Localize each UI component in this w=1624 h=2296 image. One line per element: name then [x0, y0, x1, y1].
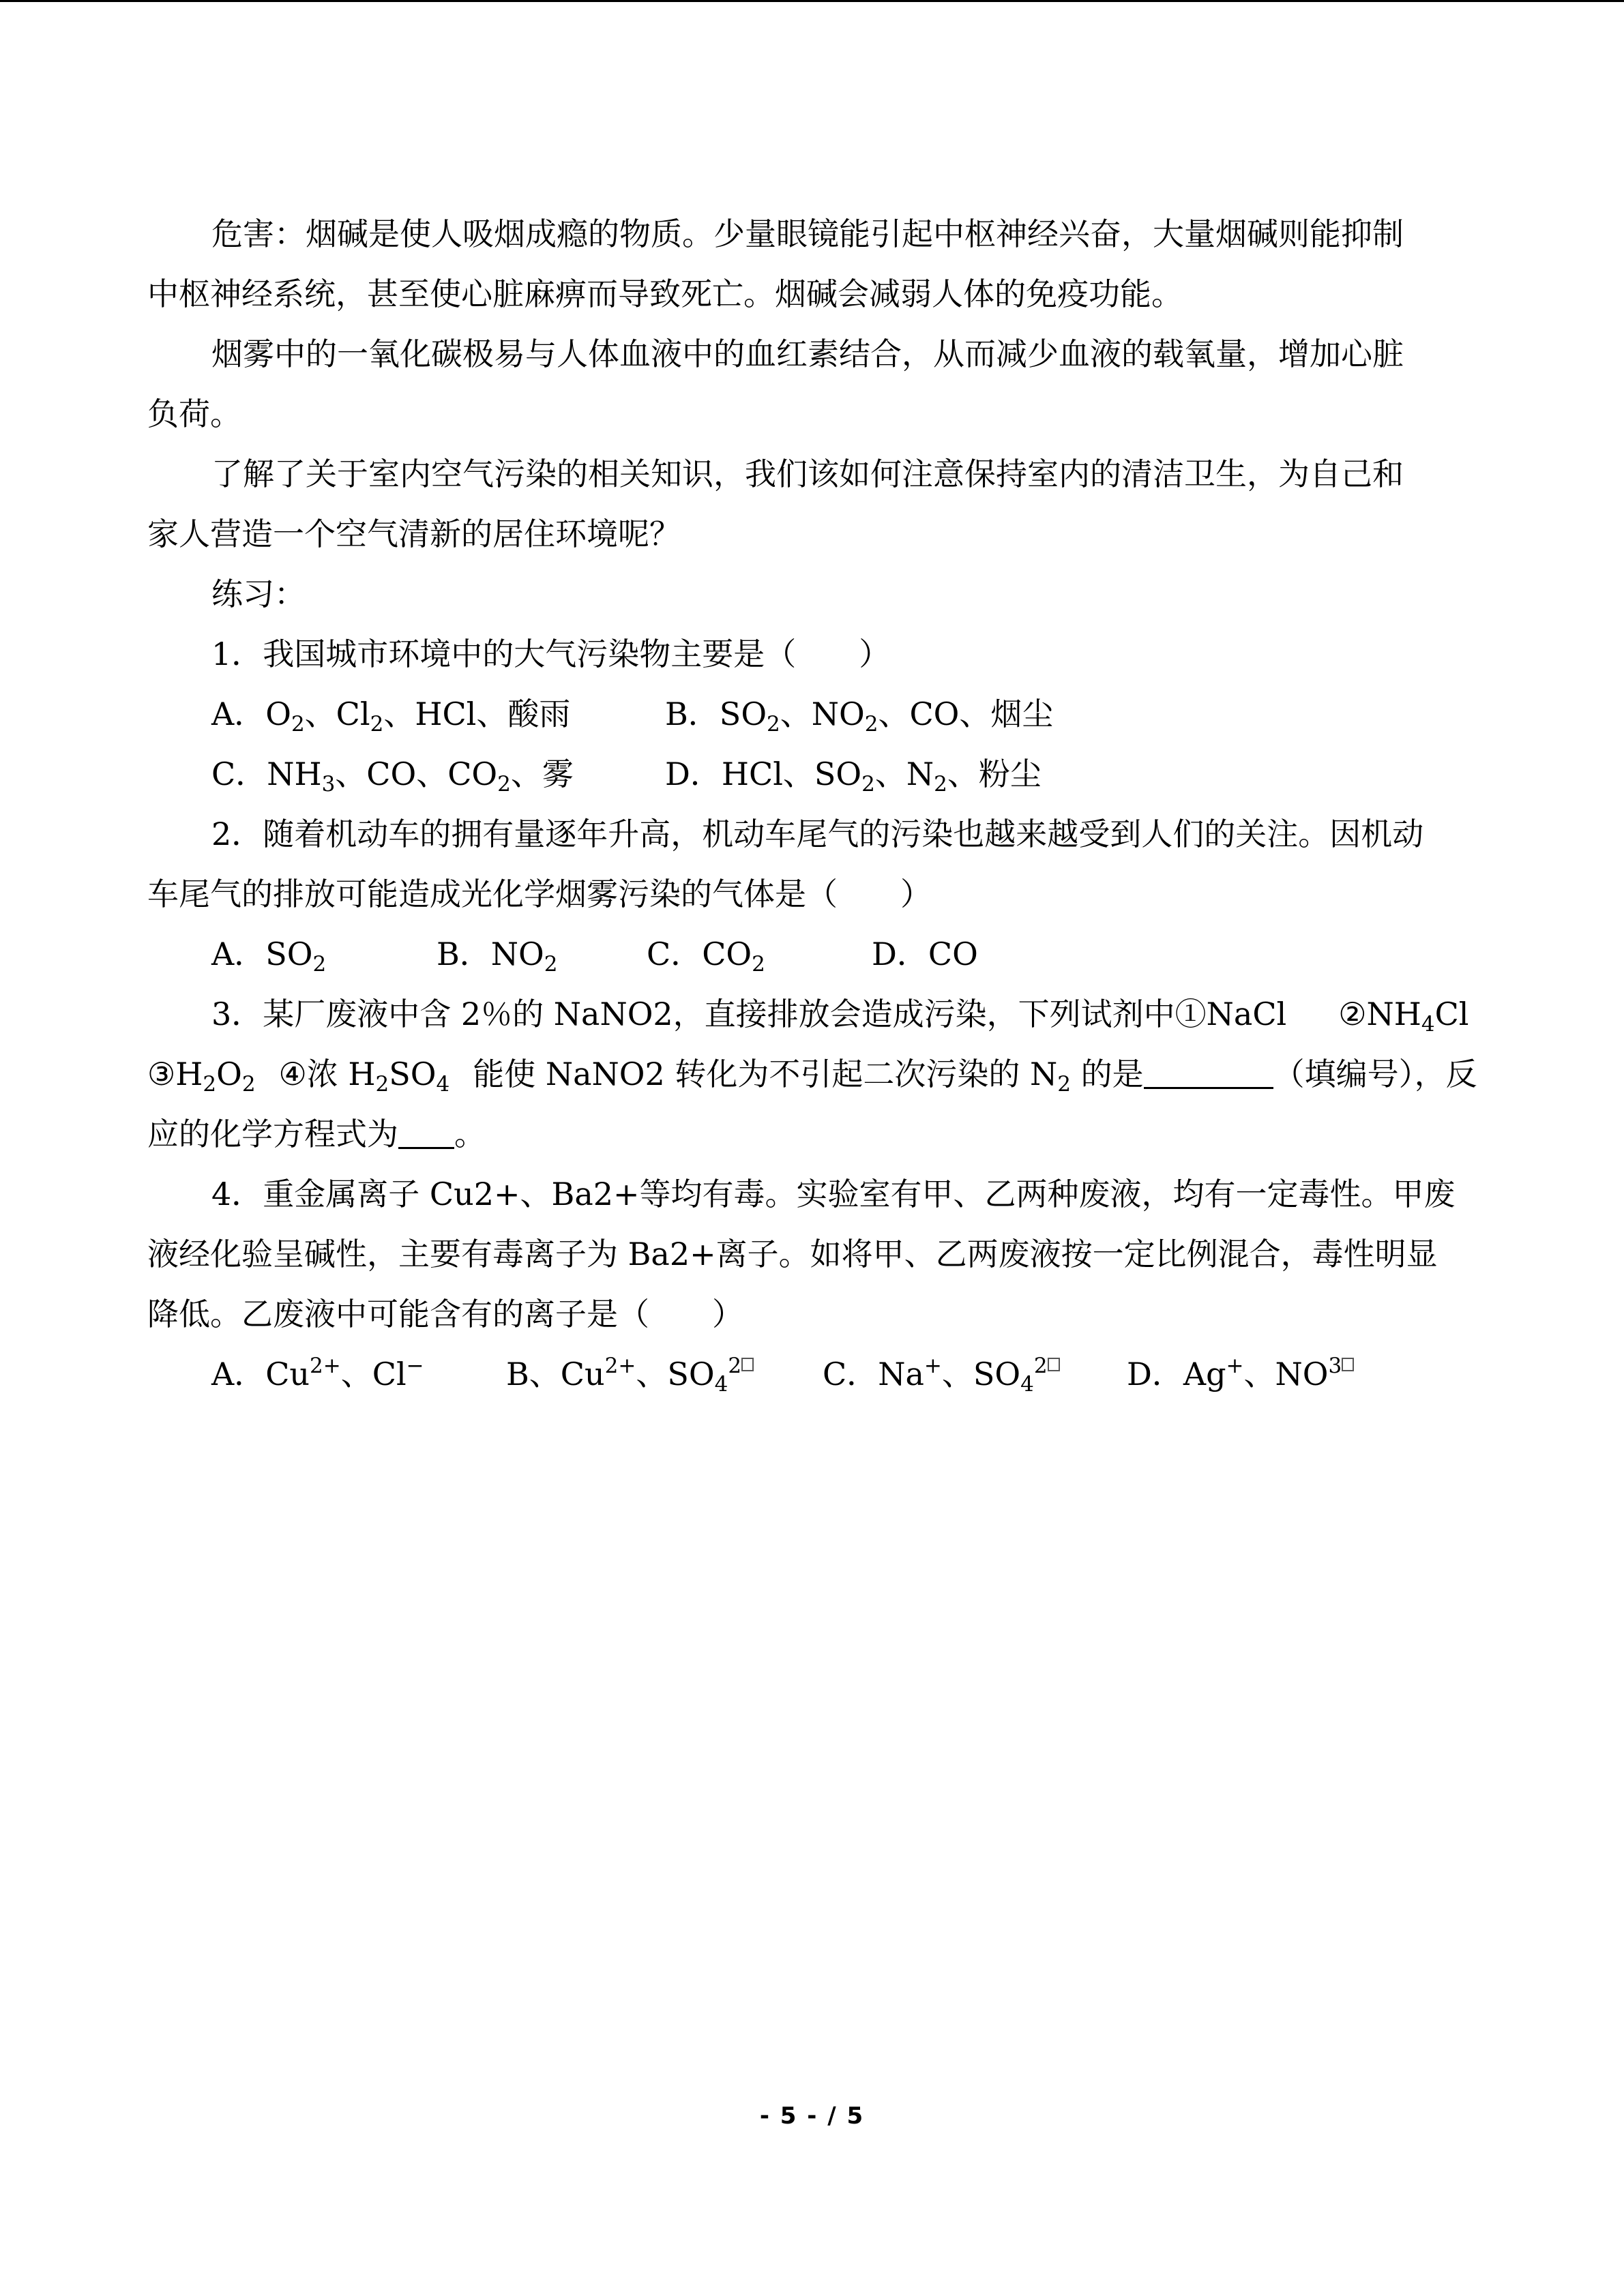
missing-glyph-box — [741, 1358, 754, 1371]
question-2-stem: 2．随着机动车的拥有量逐年升高，机动车尾气的污染也越来越受到人们的关注。因机动 — [211, 816, 1424, 852]
equation-blank — [398, 1121, 454, 1149]
page-number: - 5 - / 5 — [759, 2102, 865, 2130]
missing-glyph-box — [1048, 1358, 1060, 1371]
question-3-stem-end: 应的化学方程式为 。 — [147, 1116, 486, 1152]
question-1-option-d: D．HCl、$SO_2$、$N_2$、粉尘 — [665, 756, 1042, 796]
question-4-options — [147, 1344, 1481, 1404]
paragraph-indoor: 了解了关于室内空气污染的相关知识，我们该如何注意保持室内的清洁卫生，为自己和 — [211, 456, 1404, 492]
paragraph-smoke-cont: 负荷。 — [147, 396, 241, 432]
question-2-options — [147, 924, 1481, 984]
exercise-heading: 练习： — [211, 576, 306, 612]
question-1-option-b: B．$SO_2$、$NO_2$、CO、烟尘 — [665, 696, 1054, 736]
question-2-option-d: D．CO — [872, 936, 978, 972]
question-1-option-c: C．$NH_3$、CO、$CO_2$、雾 — [211, 756, 574, 796]
paragraph-indoor-cont: 家人营造一个空气清新的居住环境呢？ — [147, 516, 681, 552]
question-4-stem-cont: 液经化验呈碱性，主要有毒离子为 Ba2+离子。如将甲、乙两废液按一定比例混合，毒性明显 — [147, 1236, 1438, 1272]
question-1-options-row2 — [147, 744, 1481, 804]
question-4-option-d: D．Ag+、$NO^3$ — [1127, 1344, 1354, 1404]
question-2-stem-cont: 车尾气的排放可能造成光化学烟雾污染的气体是（ ） — [147, 876, 932, 912]
question-4-option-a: A．$Cu^{2+}$、Cl− — [211, 1354, 424, 1392]
question-2-option-c: C．$CO_2$ — [647, 936, 765, 976]
question-3-stem-cont: $③H_2O_2$ ④浓 $H_2SO_4$ 能使 NaNO2 转化为不引起二次污染的 $N_2$ 的是 （填编号），反 — [147, 1056, 1477, 1097]
document-body — [147, 204, 1481, 1404]
paragraph-harm-cont: 中枢神经系统，甚至使心脏麻痹而导致死亡。烟碱会减弱人体的免疫功能。 — [147, 275, 1183, 312]
question-1-options-row1 — [147, 684, 1481, 744]
missing-glyph-box — [1342, 1358, 1354, 1371]
paragraph-harm: 危害：烟碱是使人吸烟成瘾的物质。少量眼镜能引起中枢神经兴奋，大量烟碱则能抑制 — [211, 215, 1404, 252]
question-1-stem: 1．我国城市环境中的大气污染物主要是（ ） — [211, 636, 891, 672]
answer-blank — [1144, 1061, 1273, 1089]
paragraph-smoke: 烟雾中的一氧化碳极易与人体血液中的血红素结合，从而减少血液的载氧量，增加心脏 — [211, 336, 1404, 372]
question-3-stem: 3．某厂废液中含 2％的 NaNO2，直接排放会造成污染，下列试剂中①NaCl $②NH_4Cl$ — [211, 996, 1469, 1037]
question-4-option-b: B、$Cu^{2+}$、$SO_4^2$ — [506, 1344, 823, 1404]
question-1-option-a: A．$O_2$、$Cl_2$、HCl、酸雨 — [211, 696, 571, 736]
question-4-stem-end: 降低。乙废液中可能含有的离子是（ ） — [147, 1296, 743, 1332]
question-4-stem: 4．重金属离子 Cu2+、Ba2+等均有毒。实验室有甲、乙两种废液，均有一定毒性。甲废 — [211, 1176, 1456, 1212]
question-2-option-a: A．$SO_2$ — [211, 936, 327, 976]
question-2-option-b: B．$NO_2$ — [437, 936, 558, 976]
question-4-option-c: C．Na+、$SO_4^2$ — [823, 1344, 1127, 1404]
